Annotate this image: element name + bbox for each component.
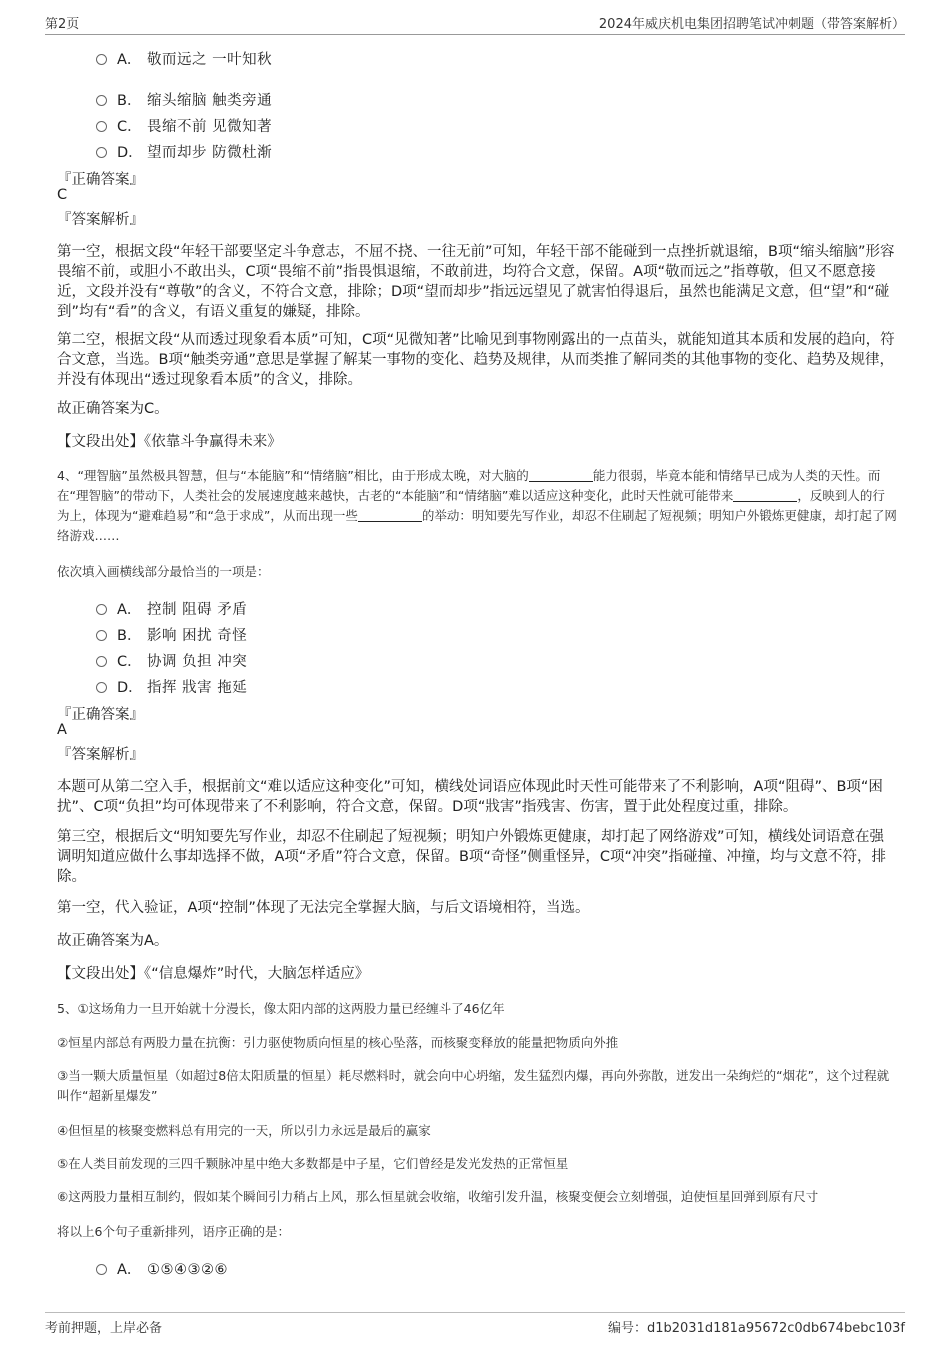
blank-1 bbox=[529, 467, 593, 482]
blank-2 bbox=[733, 487, 797, 502]
q4-analysis-p2: 第三空，根据后文“明知要先写作业，却忍不住刷起了短视频；明知户外锻炼更健康，却打起了网络游戏”可知，横线处词语意在强调明知道应做什么事却选择不做，A项“矛盾”符合文意，保留。B项“奇怪”侧重怪异，C项“冲突”指碰撞、冲撞，均与文意不符，排除。 bbox=[57, 829, 887, 885]
radio-icon[interactable] bbox=[96, 682, 107, 693]
page-footer bbox=[45, 1312, 905, 1339]
footer-slogan: 考前押题，上岸必备 bbox=[45, 1321, 163, 1336]
q5-sentence-5: ⑤在人类目前发现的三四千颗脉冲星中绝大多数都是中子星，它们曾经是发光发热的正常恒星 bbox=[57, 1156, 569, 1171]
q4-analysis-p3: 第一空，代入验证，A项“控制”体现了无法完全掌握大脑，与后文语境相符，当选。 bbox=[57, 900, 590, 916]
radio-icon[interactable] bbox=[96, 54, 107, 65]
q3-answer: C bbox=[57, 187, 68, 203]
q4-analysis-label: 『答案解析』 bbox=[57, 747, 144, 763]
q5-sentence-4: ④但恒星的核聚变燃料总有用完的一天，所以引力永远是最后的赢家 bbox=[57, 1123, 431, 1138]
document-id: 编号：d1b2031d181a95672c0db674bebc103f bbox=[607, 1321, 905, 1336]
q5-sentence-1: 5、①这场角力一旦开始就十分漫长，像太阳内部的这两股力量已经缠斗了46亿年 bbox=[57, 1001, 505, 1016]
q5-sentence-2: ②恒星内部总有两股力量在抗衡：引力驱使物质向恒星的核心坠落，而核聚变释放的能量把物质向外推 bbox=[57, 1035, 619, 1050]
q4-stem: 4、“理智脑”虽然极具智慧，但与“本能脑”和“情绪脑”相比，由于形成太晚，对大脑的 能力很弱，毕竟本能和情绪早已成为人类的天性。而在“理智脑”的带动下，人类社会的发展速度越来越快，古老的“本能脑”和“情绪脑”难以适应这种变化，此时天性就可能带来 ，反映到人的行为上，体现为“避难趋易”和“急于求成”，从而出现一些 的举动：明知要先写作业，却忍不住刷起了短视频；明知户外锻炼更健康，却打起了网络游戏…… bbox=[57, 468, 897, 543]
page-header bbox=[45, 10, 905, 35]
q3-source: 【文段出处】《依靠斗争赢得未来》 bbox=[57, 434, 282, 450]
q3-answer-label: 『正确答案』 bbox=[57, 172, 144, 188]
radio-icon[interactable] bbox=[96, 147, 107, 158]
q5-sentence-6: ⑥这两股力量相互制约，假如某个瞬间引力稍占上风，那么恒星就会收缩，收缩引发升温，核聚变便会立刻增强，迫使恒星回弹到原有尺寸 bbox=[57, 1189, 819, 1204]
q3-analysis-p3: 故正确答案为C。 bbox=[57, 401, 169, 417]
q3-analysis-label: 『答案解析』 bbox=[57, 212, 144, 228]
radio-icon[interactable] bbox=[96, 656, 107, 667]
q4-option-c[interactable]: C． 协调 负担 冲突 bbox=[96, 650, 247, 671]
q3-option-c[interactable]: C． 畏缩不前 见微知著 bbox=[96, 115, 272, 136]
radio-icon[interactable] bbox=[96, 1264, 107, 1275]
radio-icon[interactable] bbox=[96, 630, 107, 641]
q3-analysis-p1: 第一空，根据文段“年轻干部要坚定斗争意志，不屈不挠、一往无前”可知，年轻干部不能碰到一点挫折就退缩，B项“缩头缩脑”形容畏缩不前，或胆小不敢出头，C项“畏缩不前”指畏惧退缩，不敢前进，均符合文意，保留。A项“敬而远之”指尊敬，但又不愿意接近，文段并没有“尊敬”的含义，不符合文意，排除；D项“望而却步”指远远望见了就害怕得退后，虽然也能满足文意，但“望”和“碰到”均有“看”的含义，有语义重复的嫌疑，排除。 bbox=[57, 244, 895, 320]
q3-option-b[interactable]: B． 缩头缩脑 触类旁通 bbox=[96, 89, 272, 110]
q3-option-d[interactable]: D． 望而却步 防微杜渐 bbox=[96, 141, 272, 162]
q4-source: 【文段出处】《“信息爆炸”时代，大脑怎样适应》 bbox=[57, 966, 370, 982]
blank-3 bbox=[358, 507, 422, 522]
q4-prompt: 依次填入画横线部分最恰当的一项是： bbox=[57, 564, 270, 579]
q5-prompt: 将以上6个句子重新排列，语序正确的是： bbox=[57, 1224, 290, 1239]
q5-sentence-3: ③当一颗大质量恒星（如超过8倍太阳质量的恒星）耗尽燃料时，就会向中心坍缩，发生猛烈内爆，再向外弥散，迸发出一朵绚烂的“烟花”，这个过程就叫作“超新星爆发” bbox=[57, 1068, 890, 1103]
document-title: 2024年威庆机电集团招聘笔试冲刺题（带答案解析） bbox=[598, 17, 905, 32]
q4-option-a[interactable]: A． 控制 阻碍 矛盾 bbox=[96, 598, 247, 619]
radio-icon[interactable] bbox=[96, 121, 107, 132]
q4-analysis-p1: 本题可从第二空入手，根据前文“难以适应这种变化”可知，横线处词语应体现此时天性可能带来了不利影响，A项“阻碍”、B项“困扰”、C项“负担”均可体现带来了不利影响，符合文意，保留。D项“戕害”指残害、伤害，置于此处程度过重，排除。 bbox=[57, 779, 883, 815]
q5-option-a[interactable]: A． ①⑤④③②⑥ bbox=[96, 1258, 228, 1279]
page-number: 第2页 bbox=[45, 17, 80, 32]
q3-option-a[interactable]: A． 敬而远之 一叶知秋 bbox=[96, 48, 272, 69]
q4-option-d[interactable]: D． 指挥 戕害 拖延 bbox=[96, 676, 247, 697]
radio-icon[interactable] bbox=[96, 604, 107, 615]
q4-analysis-p4: 故正确答案为A。 bbox=[57, 933, 169, 949]
q3-analysis-p2: 第二空，根据文段“从而透过现象看本质”可知，C项“见微知著”比喻见到事物刚露出的一点苗头，就能知道其本质和发展的趋向，符合文意，当选。B项“触类旁通”意思是掌握了解某一事物的变化、趋势及规律，从而类推了解同类的其他事物的变化、趋势及规律，并没有体现出“透过现象看本质”的含义，排除。 bbox=[57, 332, 895, 388]
q4-answer: A bbox=[57, 722, 67, 738]
radio-icon[interactable] bbox=[96, 95, 107, 106]
q4-answer-label: 『正确答案』 bbox=[57, 707, 144, 723]
q4-option-b[interactable]: B． 影响 困扰 奇怪 bbox=[96, 624, 247, 645]
